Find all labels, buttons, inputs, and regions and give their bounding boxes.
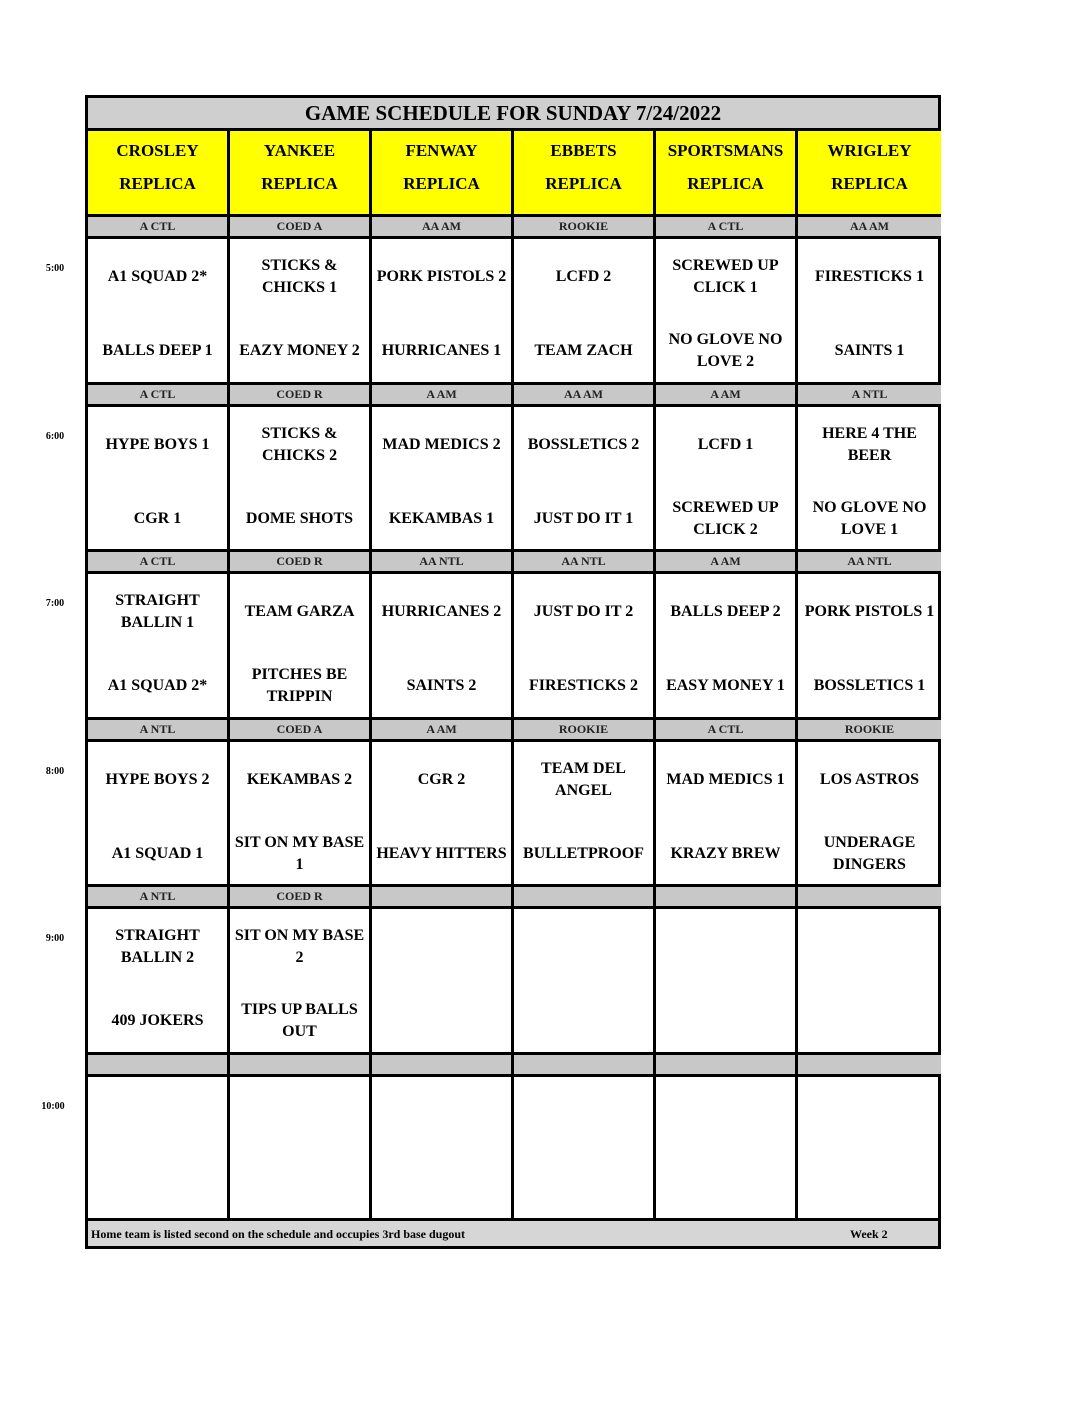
division-label: ROOKIE — [514, 214, 656, 239]
field-sub: REPLICA — [403, 174, 480, 193]
visiting-team: KEKAMBAS 2 — [246, 771, 353, 788]
game-cell — [372, 909, 514, 1054]
schedule-table — [85, 95, 941, 1249]
visiting-team — [514, 1085, 653, 1145]
visiting-team: MAD MEDICS 2 — [382, 436, 501, 453]
home-team: HURRICANES 1 — [381, 342, 502, 359]
field-name: SPORTSMANS — [667, 141, 784, 160]
home-team: JUST DO IT 1 — [533, 510, 634, 527]
game-cell — [798, 574, 941, 719]
division-label: A CTL — [88, 214, 230, 239]
game-cell — [230, 574, 372, 719]
visiting-team — [372, 1085, 511, 1145]
game-cell — [88, 742, 230, 887]
visiting-team: PORK PISTOLS 1 — [804, 603, 935, 620]
visiting-team: STRAIGHT BALLIN 2 — [115, 927, 200, 966]
home-team: 409 JOKERS — [111, 1012, 204, 1029]
visiting-team: MAD MEDICS 1 — [666, 771, 785, 788]
home-team: BULLETPROOF — [523, 845, 644, 862]
field-name: WRIGLEY — [827, 141, 912, 160]
visiting-team — [798, 917, 941, 977]
division-label: A AM — [656, 382, 798, 407]
field-sub: REPLICA — [119, 174, 196, 193]
game-cell — [230, 407, 372, 552]
visiting-team: SCREWED UP CLICK 1 — [672, 257, 779, 296]
game-cell — [798, 742, 941, 887]
visiting-team: LCFD 1 — [697, 436, 754, 453]
time-label: 10:00 — [41, 1101, 65, 1112]
home-team: KRAZY BREW — [670, 845, 781, 862]
visiting-team: STRAIGHT BALLIN 1 — [115, 592, 200, 631]
time-label: 8:00 — [45, 766, 65, 777]
game-cell — [372, 239, 514, 384]
home-team — [88, 1159, 227, 1219]
time-label: 7:00 — [45, 598, 65, 609]
visiting-team: HURRICANES 2 — [381, 603, 502, 620]
division-label — [372, 884, 514, 909]
division-label: A AM — [372, 382, 514, 407]
visiting-team — [372, 917, 511, 977]
home-team: FIRESTICKS 2 — [529, 677, 638, 694]
division-label: A CTL — [656, 717, 798, 742]
home-team: NO GLOVE NO LOVE 1 — [812, 499, 927, 538]
game-cell — [656, 742, 798, 887]
visiting-team — [656, 917, 795, 977]
division-label — [514, 884, 656, 909]
division-label — [372, 1052, 514, 1077]
game-cell — [88, 239, 230, 384]
game-cell — [230, 909, 372, 1054]
division-label: A CTL — [88, 382, 230, 407]
division-label: A NTL — [88, 884, 230, 909]
visiting-team: TEAM GARZA — [244, 603, 355, 620]
visiting-team: BALLS DEEP 2 — [670, 603, 781, 620]
division-label: A CTL — [656, 214, 798, 239]
home-team: HEAVY HITTERS — [376, 845, 507, 862]
division-label — [656, 884, 798, 909]
game-cell — [372, 1077, 514, 1222]
field-header — [88, 131, 230, 214]
game-cell — [230, 239, 372, 384]
game-cell — [798, 407, 941, 552]
game-cell — [656, 239, 798, 384]
field-header — [230, 131, 372, 214]
visiting-team: PORK PISTOLS 2 — [376, 268, 507, 285]
home-team: NO GLOVE NO LOVE 2 — [668, 331, 783, 370]
game-cell — [514, 239, 656, 384]
visiting-team: A1 SQUAD 2* — [107, 268, 208, 285]
home-team: SAINTS 2 — [406, 677, 477, 694]
game-cell — [372, 574, 514, 719]
time-label: 9:00 — [45, 933, 65, 944]
division-label: AA AM — [514, 382, 656, 407]
week-label: Week 2 — [850, 1227, 888, 1241]
field-header — [514, 131, 656, 214]
home-team — [656, 991, 795, 1051]
field-name: CROSLEY — [116, 141, 199, 160]
visiting-team: FIRESTICKS 1 — [815, 268, 924, 285]
home-team: TIPS UP BALLS OUT — [241, 1001, 358, 1040]
game-cell — [88, 909, 230, 1054]
division-label — [798, 884, 941, 909]
footer-row — [88, 1218, 938, 1246]
division-label: A AM — [372, 717, 514, 742]
division-label: AA NTL — [514, 549, 656, 574]
division-label: ROOKIE — [798, 717, 941, 742]
home-team: CGR 1 — [133, 510, 182, 527]
home-team: KEKAMBAS 1 — [388, 510, 495, 527]
game-cell — [88, 574, 230, 719]
home-team — [372, 991, 511, 1051]
visiting-team — [656, 1085, 795, 1145]
visiting-team: LCFD 2 — [555, 268, 612, 285]
visiting-team: JUST DO IT 2 — [533, 603, 634, 620]
division-label: ROOKIE — [514, 717, 656, 742]
home-team: BOSSLETICS 1 — [813, 677, 926, 694]
field-name: FENWAY — [405, 141, 478, 160]
game-cell — [88, 1077, 230, 1222]
division-label: AA AM — [798, 214, 941, 239]
division-label: A AM — [656, 549, 798, 574]
home-team — [230, 1159, 369, 1219]
game-cell — [798, 1077, 941, 1222]
game-cell — [514, 742, 656, 887]
home-team: EAZY MONEY 2 — [239, 342, 360, 359]
visiting-team: STICKS & CHICKS 2 — [261, 425, 338, 464]
home-team: PITCHES BE TRIPPIN — [251, 666, 348, 705]
home-team — [798, 1159, 941, 1219]
home-team — [656, 1159, 795, 1219]
division-label: A NTL — [88, 717, 230, 742]
game-cell — [656, 1077, 798, 1222]
home-team — [514, 991, 653, 1051]
visiting-team — [88, 1085, 227, 1145]
field-sub: REPLICA — [261, 174, 338, 193]
visiting-team — [798, 1085, 941, 1145]
visiting-team: HYPE BOYS 2 — [105, 771, 210, 788]
division-label: A NTL — [798, 382, 941, 407]
home-team: A1 SQUAD 2* — [107, 677, 208, 694]
division-label: COED A — [230, 717, 372, 742]
field-sub: REPLICA — [545, 174, 622, 193]
field-name: EBBETS — [550, 141, 617, 160]
home-team: A1 SQUAD 1 — [111, 845, 204, 862]
game-cell — [514, 1077, 656, 1222]
division-label — [656, 1052, 798, 1077]
home-team — [798, 991, 941, 1051]
division-label: AA NTL — [372, 549, 514, 574]
division-label: COED A — [230, 214, 372, 239]
game-cell — [514, 407, 656, 552]
game-cell — [88, 407, 230, 552]
home-team: SIT ON MY BASE 1 — [234, 834, 365, 873]
visiting-team: SIT ON MY BASE 2 — [234, 927, 365, 966]
game-cell — [230, 742, 372, 887]
game-cell — [798, 909, 941, 1054]
field-header — [656, 131, 798, 214]
home-team — [372, 1159, 511, 1219]
home-team: DOME SHOTS — [245, 510, 354, 527]
division-label: AA NTL — [798, 549, 941, 574]
game-cell — [230, 1077, 372, 1222]
home-team: SAINTS 1 — [834, 342, 905, 359]
field-name: YANKEE — [263, 141, 336, 160]
division-label: COED R — [230, 884, 372, 909]
game-cell — [798, 239, 941, 384]
home-team: SCREWED UP CLICK 2 — [672, 499, 779, 538]
visiting-team: BOSSLETICS 2 — [527, 436, 640, 453]
division-label: A CTL — [88, 549, 230, 574]
game-cell — [514, 574, 656, 719]
visiting-team: HERE 4 THE BEER — [822, 425, 917, 464]
division-label — [88, 1052, 230, 1077]
visiting-team: LOS ASTROS — [819, 771, 920, 788]
time-label: 5:00 — [45, 263, 65, 274]
game-cell — [514, 909, 656, 1054]
game-cell — [372, 407, 514, 552]
visiting-team: HYPE BOYS 1 — [105, 436, 210, 453]
visiting-team: CGR 2 — [417, 771, 466, 788]
home-team: UNDERAGE DINGERS — [823, 834, 916, 873]
visiting-team: TEAM DEL ANGEL — [541, 760, 626, 799]
field-header — [798, 131, 941, 214]
division-label — [798, 1052, 941, 1077]
visiting-team: STICKS & CHICKS 1 — [261, 257, 338, 296]
home-team: BALLS DEEP 1 — [102, 342, 213, 359]
game-cell — [656, 574, 798, 719]
home-team: TEAM ZACH — [534, 342, 633, 359]
home-team — [514, 1159, 653, 1219]
field-sub: REPLICA — [831, 174, 908, 193]
division-label — [230, 1052, 372, 1077]
division-label — [514, 1052, 656, 1077]
field-sub: REPLICA — [687, 174, 764, 193]
division-label: COED R — [230, 549, 372, 574]
division-label: COED R — [230, 382, 372, 407]
footer-note: Home team is listed second on the schedule and occupies 3rd base dugout — [91, 1227, 466, 1241]
game-cell — [656, 909, 798, 1054]
visiting-team — [230, 1085, 369, 1145]
visiting-team — [514, 917, 653, 977]
game-cell — [372, 742, 514, 887]
time-label: 6:00 — [45, 431, 65, 442]
division-label: AA AM — [372, 214, 514, 239]
page-title: GAME SCHEDULE FOR SUNDAY 7/24/2022 — [88, 98, 938, 131]
game-cell — [656, 407, 798, 552]
field-header — [372, 131, 514, 214]
home-team: EASY MONEY 1 — [666, 677, 785, 694]
